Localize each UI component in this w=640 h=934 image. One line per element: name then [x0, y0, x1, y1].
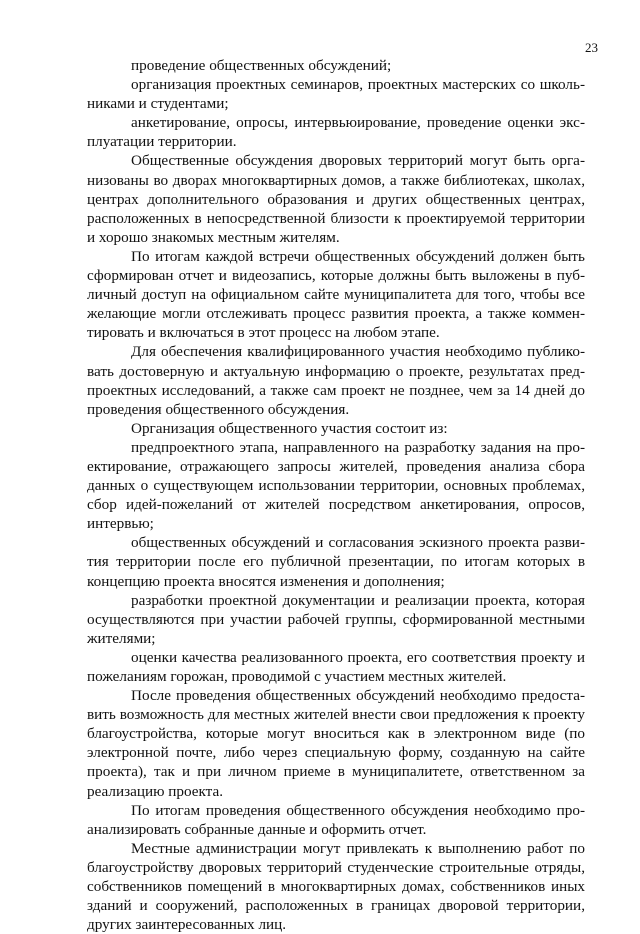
paragraph: Местные администрации могут привлекать к выполнению работ по благоустройству дворовых территорий студенческие строительные отряды, собственников помещений в многоквартирных домах, собственников иных зданий и сооружений, расположенных в границах дворовой территории, других заинтересованных лиц.: [87, 839, 585, 934]
paragraph: предпроектного этапа, направленного на разработку задания на проектирование, отражающего запросы жителей, проведения анализа сбора данных о существующем использовании территории, основных проблемах, сбор идей-пожеланий от жителей посредством анкетирования, опросов, интервью;: [87, 438, 585, 533]
paragraph: разработки проектной документации и реализации проекта, которая осуществляются при участии рабочей группы, сформированной местными жителями;: [87, 591, 585, 647]
paragraph: анкетирование, опросы, интервьюирование, проведение оценки эксплуатации территории.: [87, 114, 585, 151]
body-text: [87, 56, 585, 934]
paragraph: После проведения общественных обсуждений необходимо предоставить возможность для местных жителей внести свои предложения к проекту благоустройства, которые могут вноситься как в электронном виде (по электронной почте, либо через специальную форму, созданную на сайте проекта), так и при личном приеме в муниципалитете, ответственном за реализацию проекта.: [87, 687, 585, 800]
paragraph: оценки качества реализованного проекта, его соответствия проекту и пожеланиям горожан, проводимой с участием местных жителей.: [87, 648, 585, 685]
paragraph: проведение общественных обсуждений;: [131, 57, 392, 74]
paragraph: Для обеспечения квалифицированного участия необходимо публиковать достоверную и актуальную информацию о проекте, результатах предпроектных исследований, а также сам проект не позднее, чем за 14 дней до проведения общественного обсуждения.: [87, 343, 585, 418]
paragraph: Общественные обсуждения дворовых территорий могут быть организованы во дворах многоквартирных домов, а также библиотеках, школах, центрах дополнительного образования и других общественных центрах, расположенных в непосредственной близости к проектируемой территории и хорошо знакомых местным жителям.: [87, 152, 585, 246]
paragraph: общественных обсуждений и согласования эскизного проекта развития территории после его публичной презентации, по итогам которых в концепцию проекта вносятся изменения и дополнения;: [87, 534, 585, 590]
page-number: 23: [585, 40, 598, 55]
paragraph: организация проектных семинаров, проектных мастерских со школьниками и студентами;: [87, 76, 585, 113]
paragraph: Организация общественного участия состоит из:: [131, 419, 448, 437]
paragraph: По итогам проведения общественного обсуждения необходимо проанализировать собранные данные и оформить отчет.: [87, 801, 585, 838]
paragraph: По итогам каждой встречи общественных обсуждений должен быть сформирован отчет и видеозапись, которые должны быть выложены в публичный доступ на официальном сайте муниципалитета для того, чтобы все желающие могли отслеживать процесс развития проекта, а также комментировать и включаться в этот процесс на любом этапе.: [87, 247, 585, 342]
